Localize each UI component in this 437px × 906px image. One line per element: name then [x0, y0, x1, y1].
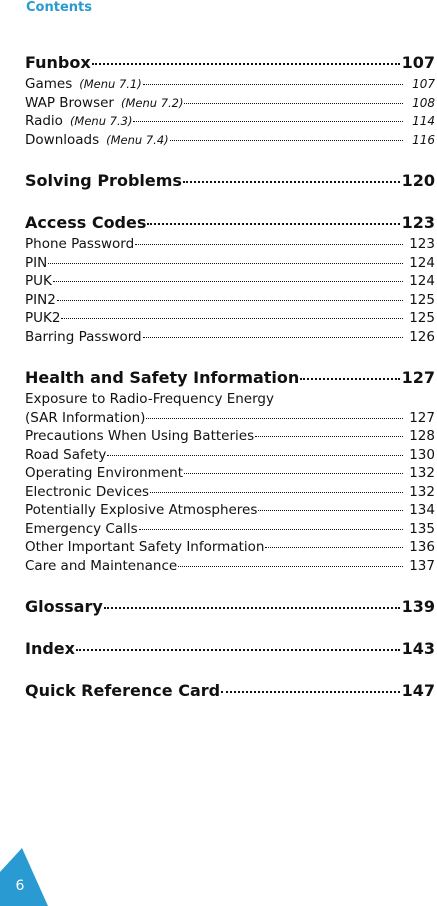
toc-entry[interactable]	[25, 235, 435, 254]
toc-entry-title: PUK	[25, 273, 52, 289]
toc-section	[25, 680, 435, 701]
dot-leader	[133, 121, 403, 122]
toc-page-number: 128	[409, 428, 435, 444]
toc-page-number: 139	[401, 597, 435, 616]
toc-section	[25, 212, 435, 346]
toc-entry-title: Exposure to Radio-Frequency Energy	[25, 391, 274, 407]
dot-leader	[265, 547, 403, 548]
toc-page-number: 126	[409, 328, 435, 345]
toc-menu-ref: (Menu 7.2)	[120, 95, 184, 110]
toc-menu-ref: (Menu 7.4)	[106, 132, 169, 147]
toc-section-title: Index	[25, 639, 75, 658]
toc-page-number: 143	[401, 639, 435, 658]
toc-entry[interactable]	[25, 409, 435, 428]
toc-entry[interactable]	[25, 557, 435, 576]
toc-section-title: Funbox	[25, 53, 91, 72]
toc-entry[interactable]	[25, 328, 435, 347]
toc-entry[interactable]	[25, 112, 435, 131]
toc-page-number: 107	[412, 77, 435, 91]
toc-page-number: 124	[409, 254, 435, 271]
dot-leader	[139, 529, 403, 530]
toc-section-heading[interactable]	[25, 52, 435, 73]
toc-page-number: 123	[409, 236, 435, 252]
toc-section-title: Access Codes	[25, 213, 147, 232]
toc-page-number: 130	[409, 446, 435, 463]
toc-page-number: 107	[401, 53, 435, 72]
toc-entry-title: Downloads	[25, 131, 100, 148]
toc-menu-ref: (Menu 7.3)	[69, 114, 133, 128]
toc-section-heading[interactable]	[25, 170, 435, 191]
toc-section-title: Health and Safety Information	[25, 368, 300, 387]
dot-leader	[150, 492, 403, 493]
toc-section	[25, 596, 435, 617]
toc-section-heading[interactable]	[25, 680, 435, 701]
toc-page-number: 114	[412, 114, 435, 128]
page-number: 6	[15, 878, 25, 894]
toc-page-number: 132	[409, 483, 435, 500]
toc-section-heading[interactable]	[25, 367, 435, 388]
dot-leader	[300, 378, 399, 380]
toc-page-number: 137	[409, 557, 435, 574]
toc-page-number: 136	[409, 539, 435, 555]
toc-entry-title: Care and Maintenance	[25, 557, 178, 574]
dot-leader	[57, 300, 403, 301]
page-header-title: Contents	[26, 0, 92, 15]
dot-leader	[146, 418, 403, 419]
toc-section	[25, 638, 435, 659]
toc-entry-title: Games	[25, 76, 73, 92]
toc-section	[25, 367, 435, 575]
toc-entry[interactable]	[25, 94, 435, 113]
page-number-tab	[0, 848, 52, 906]
toc-section-heading[interactable]	[25, 638, 435, 659]
dot-leader	[104, 607, 400, 609]
toc-entry[interactable]	[25, 538, 435, 557]
toc-page-number: 134	[409, 502, 435, 518]
toc-entry-title: Road Safety	[25, 446, 107, 463]
toc-entry-title: WAP Browser	[25, 94, 114, 111]
dot-leader	[170, 140, 403, 141]
toc-entry-title: Barring Password	[25, 328, 142, 345]
dot-leader	[107, 455, 403, 456]
page-tab-shape	[0, 848, 48, 906]
dot-leader	[255, 436, 403, 437]
dot-leader	[143, 84, 403, 85]
toc-section-title: Glossary	[25, 597, 103, 616]
toc-entry-title-cont: (SAR Information)	[25, 409, 146, 426]
dot-leader	[184, 103, 403, 104]
dot-leader	[143, 337, 403, 338]
toc-page-number: 124	[409, 273, 435, 289]
toc-entry[interactable]	[25, 254, 435, 273]
toc-entry-title: Emergency Calls	[25, 520, 138, 537]
dot-leader	[53, 281, 403, 282]
toc-page-number: 127	[409, 409, 435, 426]
dot-leader	[61, 318, 403, 319]
dot-leader	[92, 63, 400, 65]
dot-leader	[184, 473, 403, 474]
toc-page-number: 108	[412, 95, 435, 110]
dot-leader	[183, 181, 400, 183]
toc-section-heading[interactable]	[25, 596, 435, 617]
toc-entry-title: Other Important Safety Information	[25, 539, 265, 555]
toc-entry[interactable]	[25, 75, 435, 94]
toc-entry[interactable]	[25, 464, 435, 483]
toc-page-number: 132	[409, 465, 435, 481]
toc-page-number: 123	[401, 213, 435, 232]
toc-entry[interactable]	[25, 309, 435, 328]
toc-entry[interactable]	[25, 501, 435, 520]
toc-entry-title: PIN	[25, 254, 48, 271]
toc-page-number: 125	[409, 291, 435, 308]
toc-entry[interactable]	[25, 483, 435, 502]
toc-entry[interactable]	[25, 520, 435, 539]
table-of-contents	[25, 52, 435, 722]
dot-leader	[178, 566, 403, 567]
toc-page-number: 120	[401, 171, 435, 190]
toc-entry-line1[interactable]	[25, 390, 435, 409]
toc-page-number: 127	[401, 368, 435, 387]
toc-menu-ref: (Menu 7.1)	[79, 77, 142, 91]
toc-entry-title: PUK2	[25, 310, 61, 326]
toc-section-title: Quick Reference Card	[25, 681, 221, 700]
dot-leader	[135, 244, 403, 245]
toc-entry-title: Operating Environment	[25, 465, 183, 481]
toc-entry-title: Precautions When Using Batteries	[25, 428, 255, 444]
toc-entry[interactable]	[25, 272, 435, 291]
toc-entry[interactable]	[25, 131, 435, 150]
toc-page-number: 147	[401, 681, 435, 700]
dot-leader	[76, 649, 400, 651]
toc-section-title: Solving Problems	[25, 171, 182, 190]
toc-entry-title: Radio	[25, 113, 63, 129]
toc-entry[interactable]	[25, 427, 435, 446]
toc-section-heading[interactable]	[25, 212, 435, 233]
toc-entry-title: PIN2	[25, 291, 56, 308]
toc-page-number: 135	[409, 520, 435, 537]
toc-entry[interactable]	[25, 291, 435, 310]
toc-entry-title: Electronic Devices	[25, 483, 150, 500]
toc-section	[25, 52, 435, 149]
dot-leader	[147, 223, 399, 225]
dot-leader	[48, 263, 403, 264]
dot-leader	[258, 510, 403, 511]
toc-section	[25, 170, 435, 191]
toc-entry[interactable]	[25, 446, 435, 465]
dot-leader	[221, 691, 400, 693]
toc-page-number: 125	[409, 310, 435, 326]
toc-entry-title: Potentially Explosive Atmospheres	[25, 502, 258, 518]
toc-entry-title: Phone Password	[25, 236, 135, 252]
toc-page-number: 116	[412, 132, 435, 147]
